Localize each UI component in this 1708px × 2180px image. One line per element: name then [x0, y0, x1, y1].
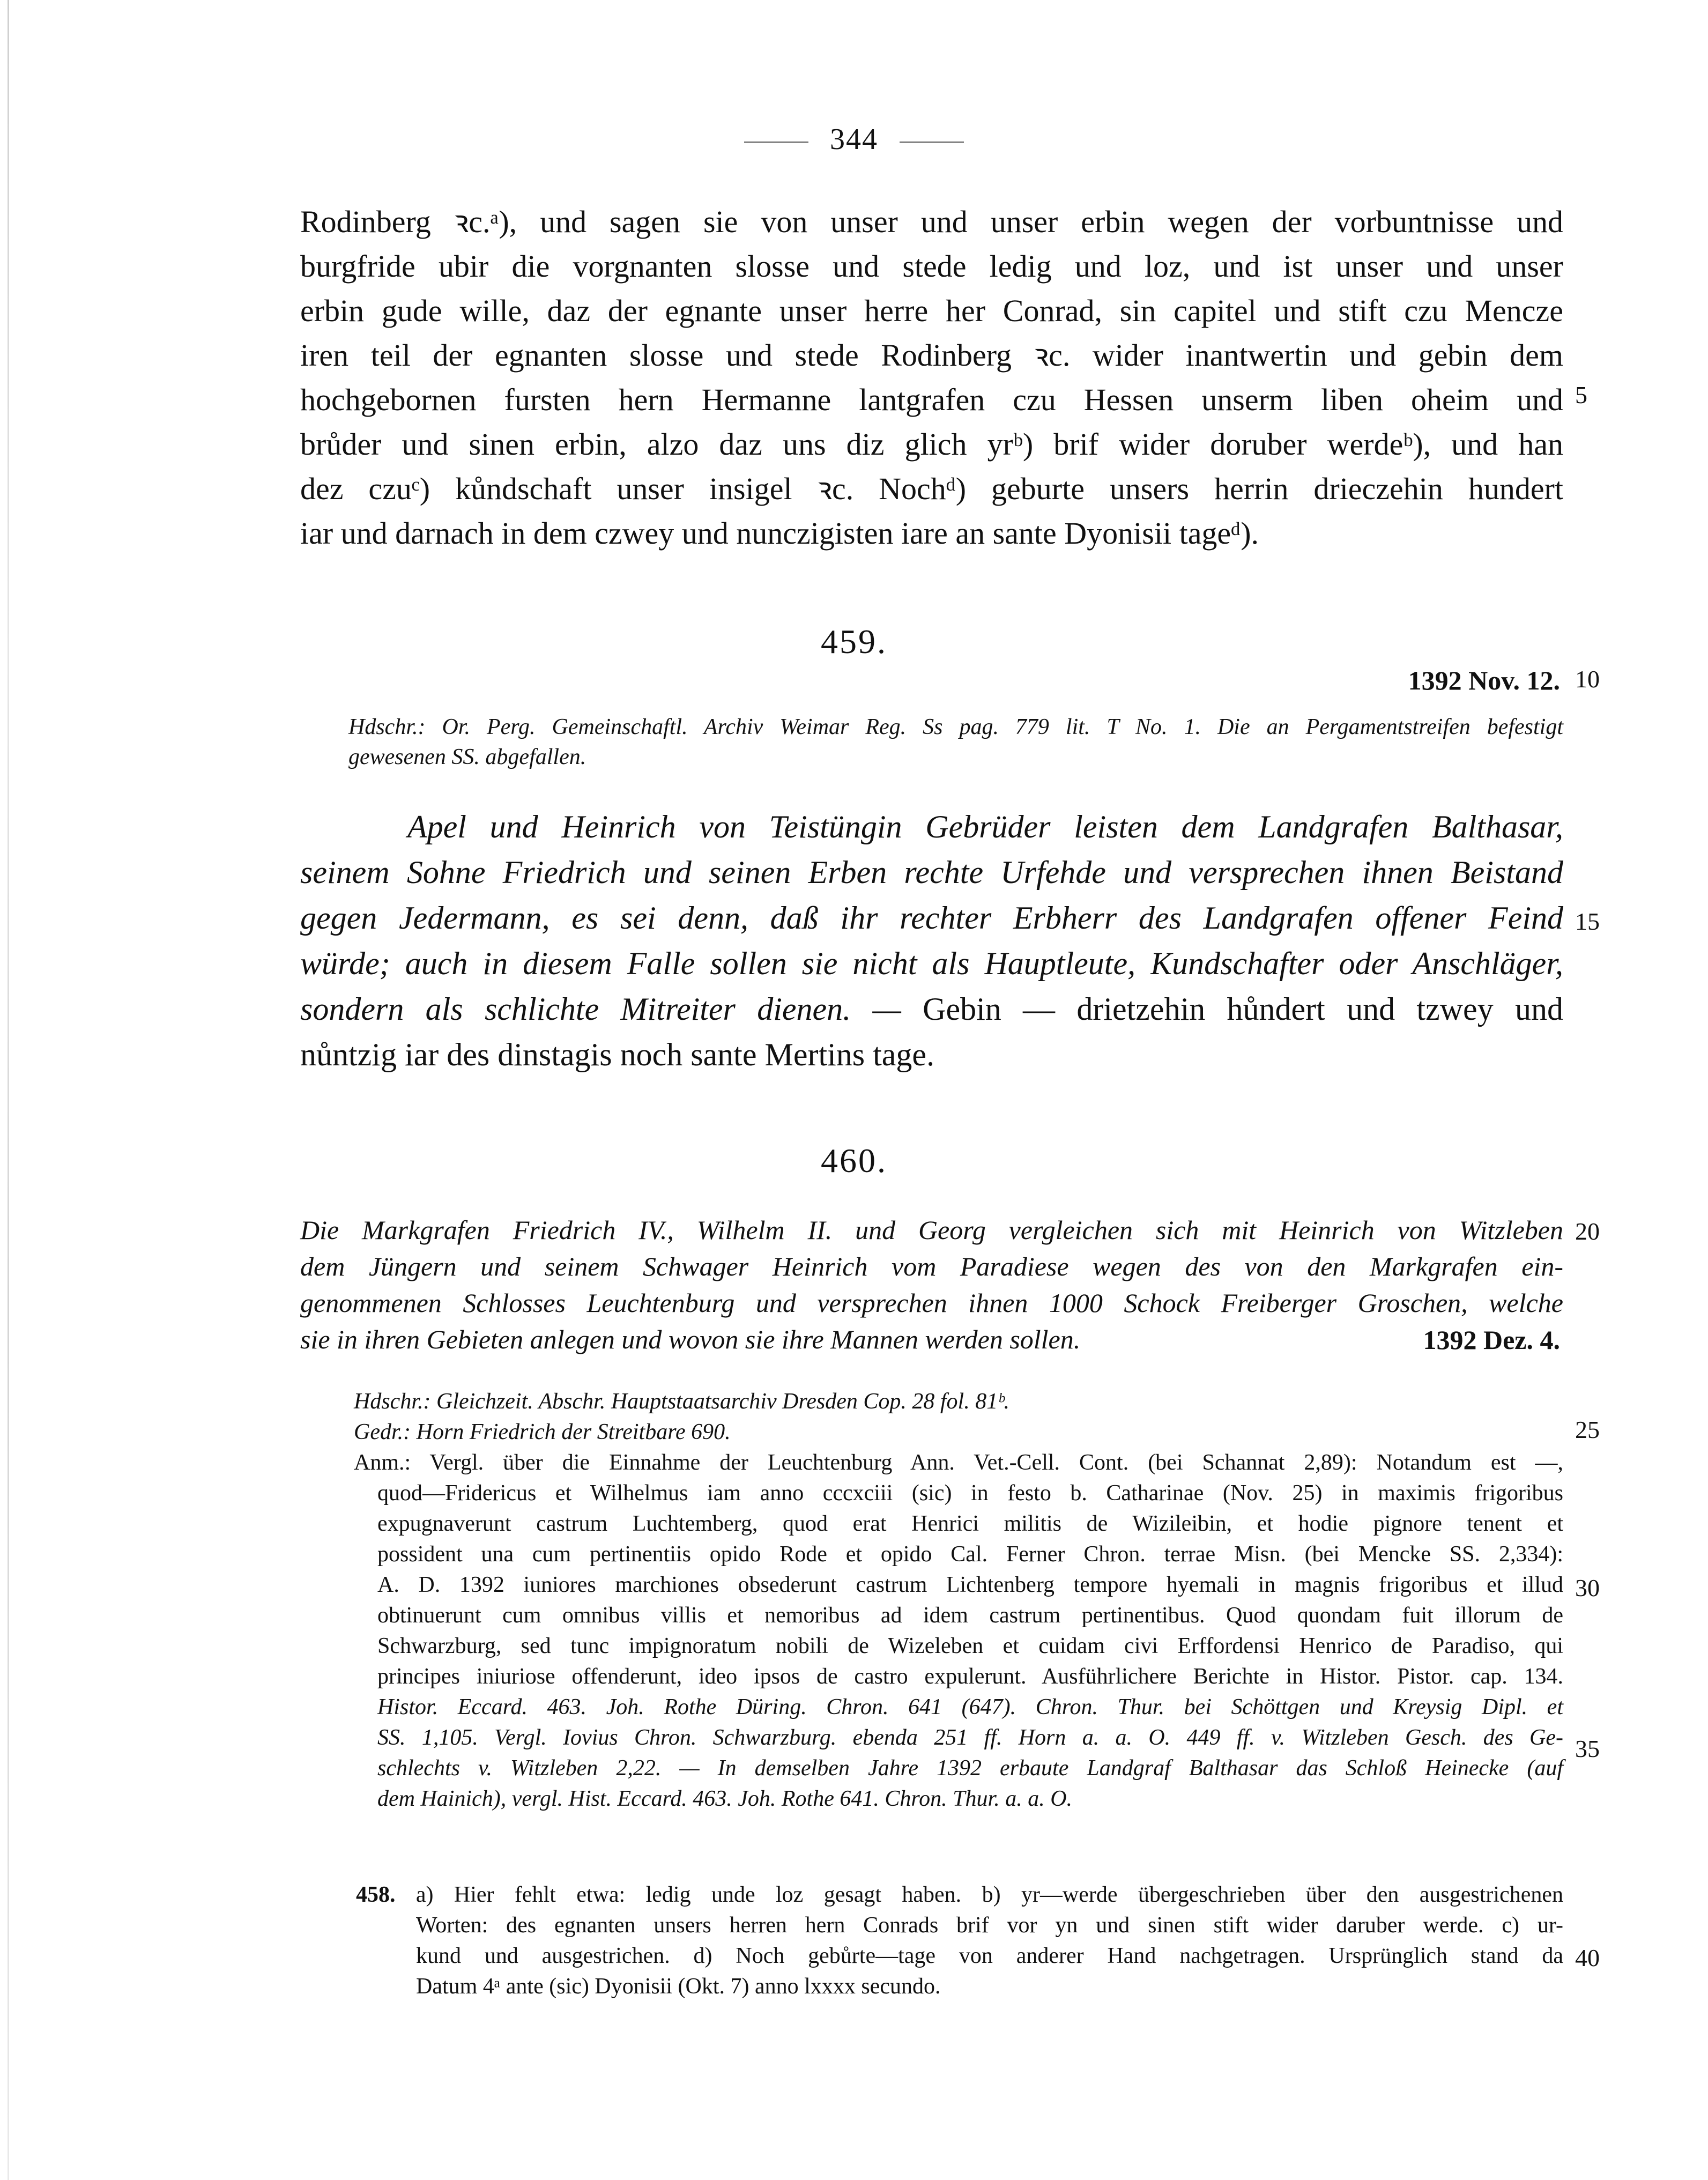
footnote-line — [356, 1880, 1563, 1910]
doc-460-number: 460. — [821, 1141, 887, 1180]
regest-line: gegen Jedermann, es sei denn, daß ihr rechter Erbherr des Landgrafen offener Feind — [300, 900, 1563, 936]
anm-line: expugnaverunt castrum Luchtemberg, quod erat Henrici militis de Wizileibin, et hodie pignore tenent et — [377, 1511, 1563, 1536]
hdschr-line: Hdschr.: Gleichzeit. Abschr. Hauptstaatsarchiv Dresden Cop. 28 fol. 81ᵇ. — [354, 1389, 1010, 1414]
text-line: brůder und sinen erbin, alzo daz uns diz glich yrᵇ) brif wider doruber werdeᵇ), und han — [300, 427, 1563, 462]
anm-line: principes iniuriose offenderunt, ideo ipsos de castro expulerunt. Ausführlichere Berichte in Histor. Pistor. cap. 134. — [377, 1664, 1563, 1689]
text-line: Rodinberg ꝛc.ᵃ), und sagen sie von unser und unser erbin wegen der vorbuntnisse und — [300, 204, 1563, 239]
page-number: 344 — [830, 123, 878, 156]
margin-number: 10 — [1575, 665, 1600, 693]
anm-line: Schwarzburg, sed tunc impignoratum nobili de Wizeleben et cuidam civi Erffordensi Henrico de Paradiso, qui — [377, 1634, 1563, 1658]
gedr-line: Gedr.: Horn Friedrich der Streitbare 690. — [354, 1420, 731, 1444]
scan-edge — [8, 0, 9, 2180]
doc-459-number: 459. — [821, 622, 887, 661]
regest-line: würde; auch in diesem Falle sollen sie nicht als Hauptleute, Kundschafter oder Anschläger, — [300, 946, 1563, 981]
anm-line: obtinuerunt cum omnibus villis et nemoribus ad idem castrum pertinentibus. Quod quondam fuit illorum de — [377, 1603, 1563, 1628]
margin-number: 5 — [1575, 381, 1587, 409]
doc-460-regest — [300, 1212, 1563, 1358]
margin-number: 25 — [1575, 1416, 1600, 1443]
anm-line: quod—Fridericus et Wilhelmus iam anno cccxciii (sic) in festo b. Catharinae (Nov. 25) in maximis frigoribus — [377, 1481, 1563, 1506]
footnote-line: kund und ausgestrichen. d) Noch gebůrte—tage von anderer Hand nachgetragen. Ursprünglich stand da — [416, 1944, 1563, 1968]
text-line: hochgebornen fursten hern Hermanne lantgrafen czu Hessen unserm liben oheim und — [300, 382, 1563, 417]
regest-line: Die Markgrafen Friedrich IV., Wilhelm II. und Georg vergleichen sich mit Heinrich von Witzleben — [300, 1215, 1563, 1245]
regest-line: nůntzig iar des dinstagis noch sante Mertins tage. — [300, 1037, 935, 1072]
text-line: burgfride ubir die vorgnanten slosse und stede ledig und loz, und ist unser und unser — [300, 249, 1563, 284]
anm-line: Anm.: Vergl. über die Einnahme der Leuchtenburg Ann. Vet.-Cell. Cont. (bei Schannat 2,89): Notandum est —, — [354, 1450, 1563, 1475]
regest-italic-part: sondern als schlichte Mitreiter dienen. — — [300, 991, 923, 1027]
regest-line: dem Jüngern und seinem Schwager Heinrich vom Paradiese wegen des von den Markgrafen ein- — [300, 1251, 1563, 1281]
source-line: gewesenen SS. abgefallen. — [348, 745, 586, 769]
margin-number: 15 — [1575, 908, 1600, 935]
doc-459-date: 1392 Nov. 12. — [1408, 665, 1560, 695]
anm-line: SS. 1,105. Vergl. Iovius Chron. Schwarzburg. ebenda 251 ff. Horn a. a. O. 449 ff. v. Witzleben Gesch. des Ge- — [377, 1725, 1563, 1750]
text-line: iar und darnach in dem czwey und nunczigisten iare an sante Dyonisii tageᵈ). — [300, 516, 1259, 551]
header-rule-left — [744, 142, 808, 143]
doc-460-date: 1392 Dez. 4. — [1423, 1325, 1560, 1355]
margin-number: 30 — [1575, 1574, 1600, 1601]
margin-number: 40 — [1575, 1944, 1600, 1971]
regest-line: genommenen Schlosses Leuchtenburg und versprechen ihnen 1000 Schock Freiberger Groschen, welche — [300, 1288, 1563, 1318]
regest-line-mixed — [300, 987, 1563, 1032]
doc-459-regest — [300, 804, 1563, 1078]
footnote-text: a) Hier fehlt etwa: ledig unde loz gesagt haben. b) yr—werde übergeschrieben über den ausgestrichenen — [415, 1882, 1564, 1907]
margin-number: 35 — [1575, 1735, 1600, 1762]
footnote-ref: 458. — [356, 1882, 396, 1907]
text-line: iren teil der egnanten slosse und stede Rodinberg ꝛc. wider inantwertin und gebin dem — [300, 338, 1563, 373]
source-line: Hdschr.: Or. Perg. Gemeinschaftl. Archiv Weimar Reg. Ss pag. 779 lit. T No. 1. Die an Pergamentstreifen befestigt — [348, 715, 1563, 739]
text-line: erbin gude wille, daz der egnante unser herre her Conrad, sin capitel und stift czu Mencze — [300, 293, 1563, 328]
anm-line: dem Hainich), vergl. Hist. Eccard. 463. Joh. Rothe 641. Chron. Thur. a. a. O. — [377, 1786, 1073, 1811]
anm-line: A. D. 1392 iuniores marchiones obsederunt castrum Lichtenberg tempore hyemali in magnis frigoribus et illud — [377, 1573, 1563, 1597]
footnote-line: Worten: des egnanten unsers herren hern Conrads brif vor yn und sinen stift wider daruber werde. c) ur- — [416, 1913, 1563, 1938]
regest-line: Apel und Heinrich von Teistüngin Gebrüder leisten dem Landgrafen Balthasar, — [407, 809, 1563, 844]
regest-line: sie in ihren Gebieten anlegen und wovon sie ihre Mannen werden sollen. — [300, 1324, 1081, 1354]
doc-459-source — [348, 712, 1563, 772]
regest-line: seinem Sohne Friedrich und seinen Erben rechte Urfehde und versprechen ihnen Beistand — [300, 855, 1563, 890]
anm-line: schlechts v. Witzleben 2,22. — In demselben Jahre 1392 erbaute Landgraf Balthasar das Schloß Heinecke (auf — [377, 1756, 1563, 1781]
margin-number: 20 — [1575, 1218, 1600, 1245]
anm-line: Histor. Eccard. 463. Joh. Rothe Düring. Chron. 641 (647). Chron. Thur. bei Schöttgen und Kreysig Dipl. et — [377, 1695, 1563, 1719]
header-rule-right — [900, 142, 964, 143]
footnote-line: Datum 4ᵃ ante (sic) Dyonisii (Okt. 7) anno lxxxx secundo. — [416, 1974, 941, 1999]
page-header — [0, 122, 1708, 157]
doc-460-apparatus — [354, 1386, 1563, 1814]
anm-line: possident una cum pertinentiis opido Rode et opido Cal. Ferner Chron. terrae Misn. (bei Mencke SS. 2,334): — [377, 1542, 1563, 1567]
continuation-text — [300, 199, 1563, 555]
regest-roman-part: Gebin — drietzehin hůndert und tzwey und — [923, 991, 1563, 1027]
text-line: dez czuᶜ) kůndschaft unser insigel ꝛc. Nochᵈ) geburte unsers herrin drieczehin hundert — [300, 471, 1563, 506]
footnotes — [356, 1880, 1563, 2002]
